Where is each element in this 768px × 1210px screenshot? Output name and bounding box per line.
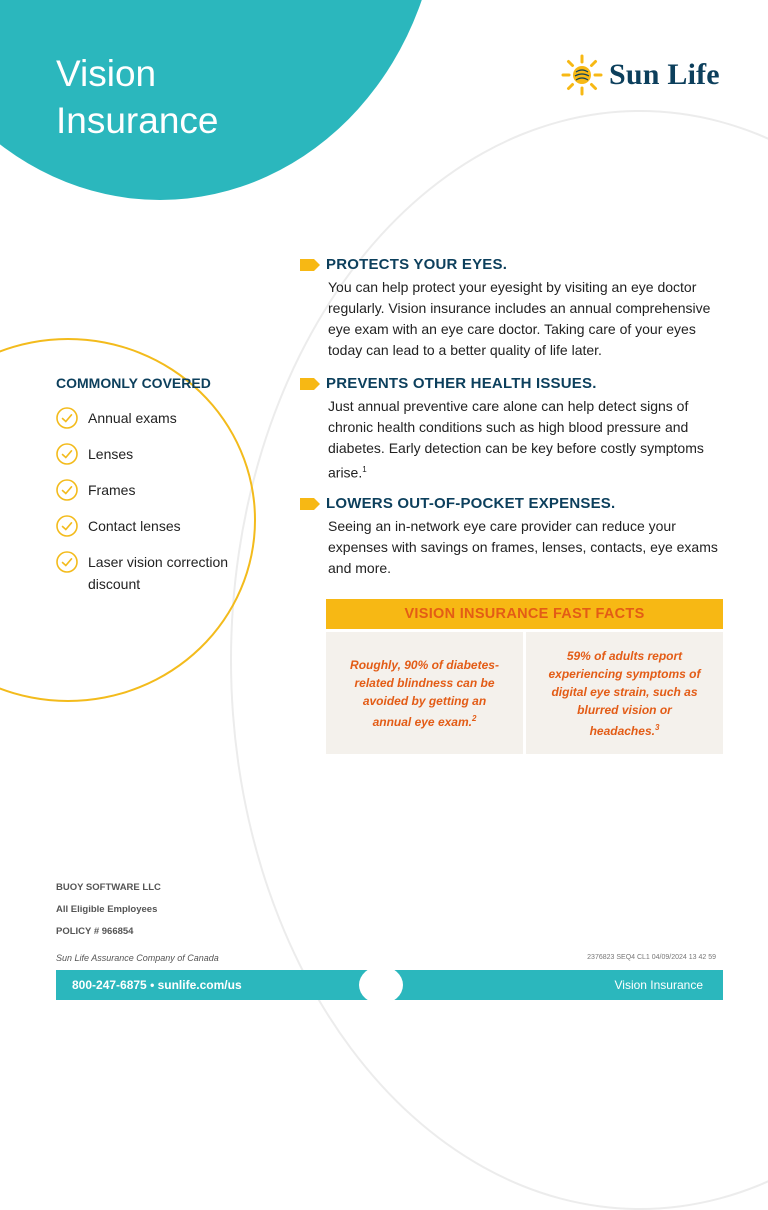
flag-icon — [300, 259, 320, 271]
footnote-marker: 2 — [471, 713, 477, 723]
list-item — [56, 551, 246, 595]
employer-info — [56, 877, 161, 943]
section-title: PREVENTS OTHER HEALTH ISSUES. — [326, 375, 597, 392]
footer-notch — [359, 966, 403, 1004]
covered-item-label: Laser vision correction discount — [88, 554, 229, 592]
brand-name: Sun Life — [609, 58, 720, 91]
list-item — [56, 515, 246, 537]
section-prevents-issues — [300, 375, 725, 484]
commonly-covered-list — [56, 375, 246, 609]
footer-contact[interactable]: 800-247-6875 • sunlife.com/us — [72, 978, 242, 992]
fact-text: Roughly, 90% of diabetes-related blindness can be avoided by getting an annual eye exam. — [350, 657, 499, 729]
footer-label: Vision Insurance — [614, 978, 703, 992]
covered-item-label: Annual exams — [88, 410, 177, 426]
fact-text: 59% of adults report experiencing symptoms of digital eye strain, such as blurred vision or headaches. — [548, 648, 701, 738]
check-circle-icon — [56, 515, 78, 537]
section-protects-eyes — [300, 256, 725, 361]
check-circle-icon — [56, 443, 78, 465]
policy-number: POLICY # 966854 — [56, 926, 134, 937]
section-body: Just annual preventive care alone can help detect signs of chronic health conditions such as high blood pressure and diabetes. Early detection can be key before costly symptoms arise.$^1$ — [328, 398, 704, 481]
fast-facts-header: VISION INSURANCE FAST FACTS — [326, 599, 723, 629]
check-circle-icon — [56, 551, 78, 573]
covered-title: COMMONLY COVERED — [56, 375, 211, 391]
check-circle-icon — [56, 479, 78, 501]
brand-logo — [561, 54, 720, 96]
fact-card — [526, 632, 723, 754]
covered-item-label: Frames — [88, 482, 136, 498]
employer-group: All Eligible Employees — [56, 904, 158, 915]
list-item — [56, 479, 246, 501]
section-title: PROTECTS YOUR EYES. — [326, 256, 508, 273]
covered-item-label: Lenses — [88, 446, 134, 462]
section-body: Seeing an in-network eye care provider can reduce your expenses with savings on frames, lenses, contacts, eye exams and more. — [328, 518, 718, 576]
list-item — [56, 443, 246, 465]
flag-icon — [300, 498, 320, 510]
section-title: LOWERS OUT-OF-POCKET EXPENSES. — [326, 495, 616, 512]
employer-name: BUOY SOFTWARE LLC — [56, 882, 161, 893]
covered-item-label: Contact lenses — [88, 518, 181, 534]
footer-bar — [56, 970, 723, 1000]
section-lowers-expenses — [300, 495, 725, 579]
fact-card — [326, 632, 523, 754]
legal-entity: Sun Life Assurance Company of Canada — [56, 953, 219, 963]
sun-logo-icon — [561, 54, 603, 96]
footnote-marker: 1 — [362, 465, 367, 474]
section-body: You can help protect your eyesight by visiting an eye doctor regularly. Vision insurance includes an annual comprehensive eye exam with an eye care doctor. Taking care of your eyes today can lead to a better quality of life later. — [328, 279, 711, 358]
fast-facts-box — [326, 599, 723, 754]
document-reference: 2376823 SEQ4 CL1 04/09/2024 13 42 59 — [587, 954, 716, 961]
page-title: Vision Insurance — [56, 53, 219, 141]
footnote-marker: 3 — [654, 722, 660, 732]
list-item — [56, 407, 246, 429]
flag-icon — [300, 378, 320, 390]
check-circle-icon — [56, 407, 78, 429]
